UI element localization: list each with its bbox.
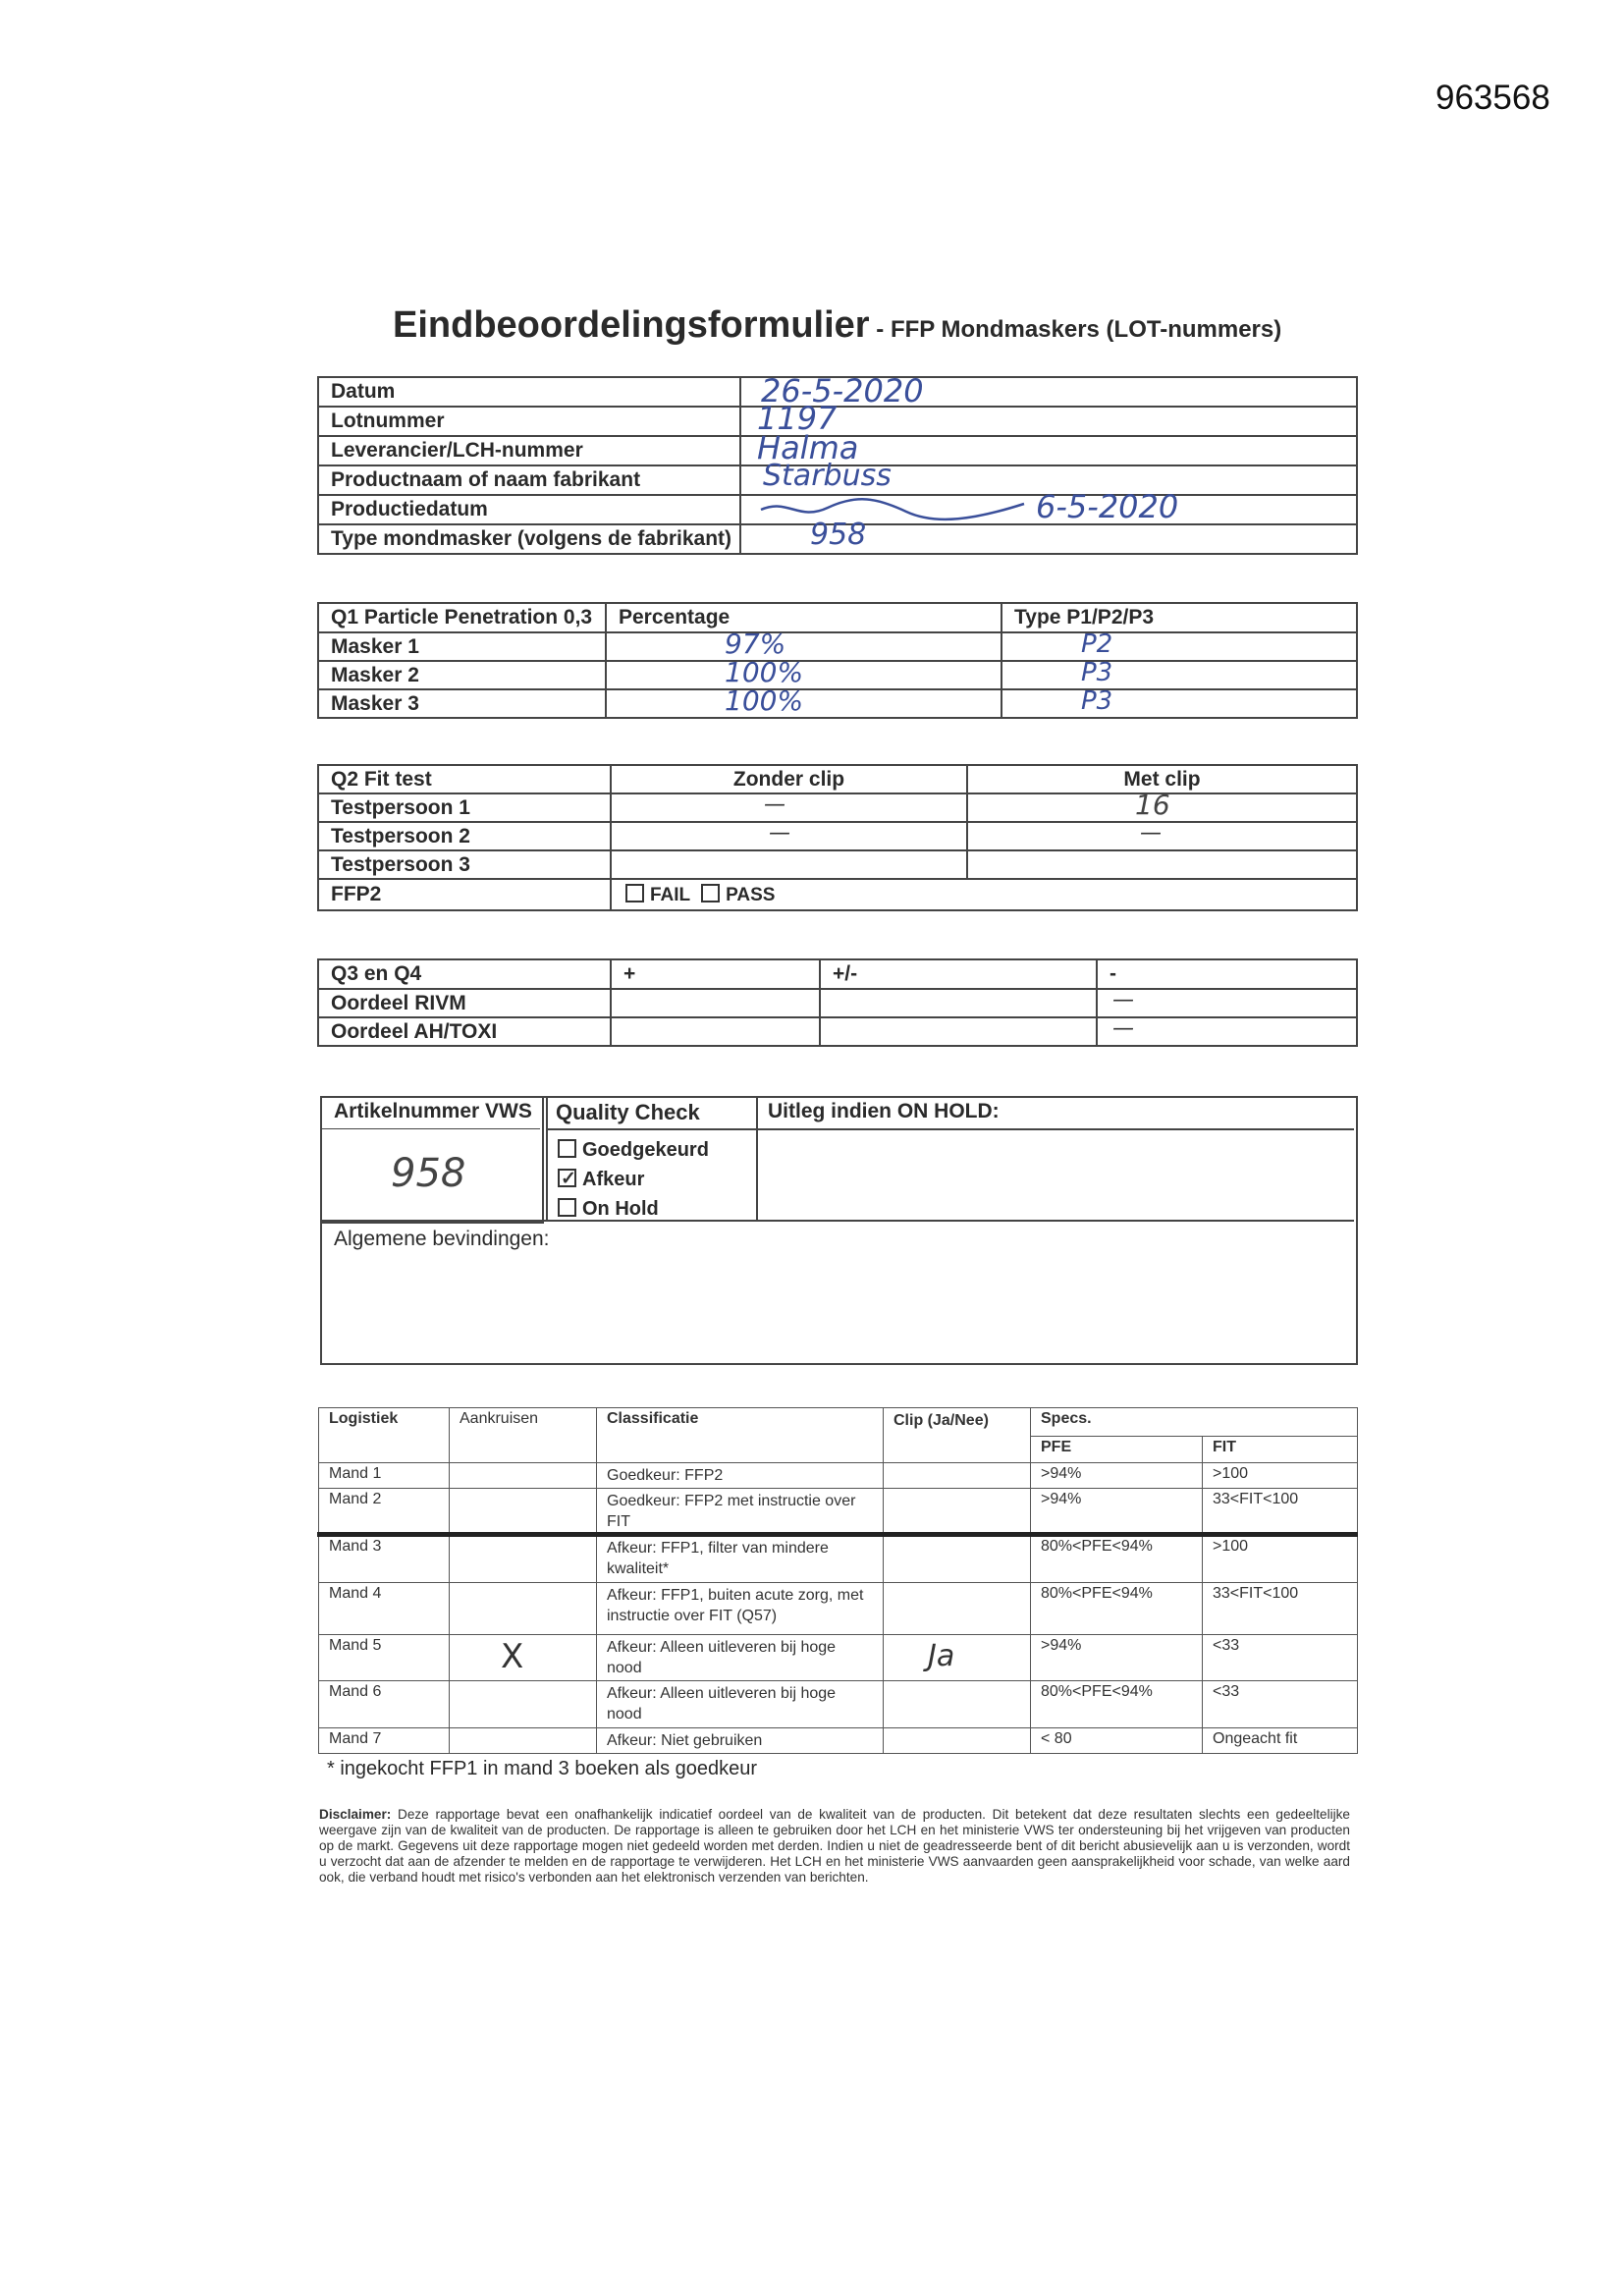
q34-plus-cell[interactable]: [611, 1017, 820, 1046]
q1-row: [318, 661, 1357, 689]
fit-cell: 33<FIT<100: [1203, 1489, 1358, 1536]
q2-met-cell[interactable]: [967, 789, 1357, 822]
qc-header-line: [546, 1128, 1354, 1130]
fail-label: FAIL: [650, 884, 690, 905]
specs-header: Specs.: [1031, 1408, 1358, 1437]
footnote: * ingekocht FFP1 in mand 3 boeken als goedkeur: [327, 1758, 758, 1779]
info-row-type: [318, 524, 1357, 554]
q34-row: [318, 1017, 1357, 1046]
aankruisen-cell[interactable]: [450, 1728, 597, 1754]
logistiek-row: [319, 1681, 1358, 1728]
qc-divider-left: [546, 1096, 548, 1220]
classificatie-cell: Afkeur: Alleen uitleveren bij hoge nood: [597, 1681, 884, 1728]
q2-ffp2-options: [611, 879, 1357, 910]
q34-label: Oordeel AH/TOXI: [318, 1017, 611, 1046]
mand-label: Mand 3: [319, 1536, 450, 1583]
fit-cell: Ongeacht fit: [1203, 1728, 1358, 1754]
q2-row: [318, 793, 1357, 822]
info-label: Type mondmasker (volgens de fabrikant): [318, 524, 740, 554]
q34-minus-cell[interactable]: [1097, 989, 1357, 1017]
info-label: Datum: [318, 377, 740, 407]
q1-percentage-cell[interactable]: [606, 684, 1001, 718]
q1-type-cell[interactable]: [1001, 629, 1357, 661]
q2-table: [317, 764, 1358, 911]
uitleg-field[interactable]: [768, 1131, 1347, 1216]
info-value: 1197: [757, 400, 838, 437]
classificatie-cell: Afkeur: Alleen uitleveren bij hoge nood: [597, 1635, 884, 1681]
goedgekeurd-label: Goedgekeurd: [582, 1139, 709, 1161]
q34-minus-mark: —: [1112, 1016, 1134, 1041]
q2-met-cell[interactable]: [967, 850, 1357, 879]
q2-met: —: [1140, 821, 1162, 846]
logistiek-row: [319, 1536, 1358, 1583]
classificatie-cell: Afkeur: FFP1, filter van mindere kwaliteit*: [597, 1536, 884, 1583]
info-value: 26-5-2020: [761, 372, 924, 410]
info-value: Halma: [757, 429, 859, 466]
q1-percentage: 97%: [725, 628, 786, 660]
q1-type-cell[interactable]: [1001, 686, 1357, 718]
artikel-divider: [320, 1128, 540, 1129]
logistiek-table: [318, 1407, 1358, 1754]
qc-option-afkeur[interactable]: [558, 1165, 709, 1194]
q34-header: +/-: [820, 959, 1097, 989]
fit-header: FIT: [1203, 1437, 1358, 1463]
pfe-cell: 80%<PFE<94%: [1031, 1583, 1203, 1635]
q34-header: +: [611, 959, 820, 989]
q2-ffp2-label: FFP2: [318, 879, 611, 910]
q1-row: [318, 632, 1357, 661]
bevindingen-divider: [320, 1220, 1354, 1222]
q34-minus-cell[interactable]: [1097, 1017, 1357, 1046]
info-label: Productnaam of naam fabrikant: [318, 465, 740, 495]
q2-met: 16: [1135, 789, 1170, 821]
q2-zonder-cell[interactable]: [611, 850, 967, 879]
fit-cell: >100: [1203, 1463, 1358, 1489]
aankruisen-header: Aankruisen: [450, 1408, 597, 1463]
form-title-sub: - FFP Mondmaskers (LOT-nummers): [869, 316, 1282, 343]
aankruisen-cell[interactable]: [450, 1681, 597, 1728]
q2-header: Zonder clip: [611, 765, 967, 793]
logistiek-row: [319, 1489, 1358, 1536]
goedgekeurd-checkbox[interactable]: [558, 1139, 576, 1158]
q1-label: Masker 2: [318, 661, 606, 689]
q1-type-cell[interactable]: [1001, 658, 1357, 689]
q34-header: Q3 en Q4: [318, 959, 611, 989]
q1-percentage-cell[interactable]: [606, 656, 1001, 689]
q2-header: Met clip: [967, 765, 1357, 793]
q1-label: Masker 1: [318, 632, 606, 661]
q34-row: [318, 989, 1357, 1017]
logistiek-row: [319, 1583, 1358, 1635]
logistiek-row: [319, 1463, 1358, 1489]
mand-divider-line: [317, 1532, 1358, 1537]
mand-label: Mand 6: [319, 1681, 450, 1728]
q2-zonder-cell[interactable]: [611, 822, 967, 850]
clip-cell[interactable]: [884, 1583, 1031, 1635]
clip-cell[interactable]: [884, 1536, 1031, 1583]
pfe-cell: 80%<PFE<94%: [1031, 1681, 1203, 1728]
mand-label: Mand 2: [319, 1489, 450, 1536]
q2-row: [318, 822, 1357, 850]
classificatie-header: Classificatie: [597, 1408, 884, 1463]
clip-cell[interactable]: [884, 1635, 1031, 1681]
info-value: Starbuss: [763, 459, 892, 493]
q34-table: [317, 958, 1358, 1047]
qc-option-goedgekeurd[interactable]: [558, 1135, 709, 1165]
classificatie-cell: Goedkeur: FFP2 met instructie over FIT: [597, 1489, 884, 1536]
q1-header-row: [318, 603, 1357, 632]
info-label: Lotnummer: [318, 407, 740, 436]
q1-label: Masker 3: [318, 689, 606, 718]
q2-row: [318, 850, 1357, 879]
clip-cell[interactable]: [884, 1489, 1031, 1536]
logistiek-row: [319, 1728, 1358, 1754]
clip-cell[interactable]: [884, 1463, 1031, 1489]
info-table: [317, 372, 1358, 555]
artikel-header: Artikelnummer VWS: [334, 1100, 532, 1122]
classificatie-cell: Afkeur: FFP1, buiten acute zorg, met instructie over FIT (Q57): [597, 1583, 884, 1635]
logistiek-header: Logistiek: [319, 1408, 450, 1463]
q1-percentage-cell[interactable]: [606, 628, 1001, 661]
aankruisen-cell[interactable]: [450, 1635, 597, 1681]
q1-header: Type P1/P2/P3: [1001, 603, 1357, 632]
info-value: 958: [810, 518, 867, 552]
aankruisen-cell[interactable]: [450, 1489, 597, 1536]
q2-label: Testpersoon 2: [318, 822, 611, 850]
qc-options: [558, 1135, 709, 1224]
uitleg-divider: [756, 1096, 758, 1220]
aankruisen-mark: X: [501, 1637, 524, 1676]
classificatie-cell: Afkeur: Niet gebruiken: [597, 1728, 884, 1754]
info-label: Productiedatum: [318, 495, 740, 524]
qc-header: Quality Check: [556, 1100, 700, 1124]
q1-header: Percentage: [606, 603, 1001, 632]
info-row-productnaam: [318, 465, 1357, 495]
q1-row: [318, 689, 1357, 718]
mand-label: Mand 1: [319, 1463, 450, 1489]
pfe-cell: >94%: [1031, 1489, 1203, 1536]
info-label: Leverancier/LCH-nummer: [318, 436, 740, 465]
classificatie-cell: Goedkeur: FFP2: [597, 1463, 884, 1489]
q2-zonder-cell[interactable]: [611, 793, 967, 822]
pfe-cell: >94%: [1031, 1635, 1203, 1681]
q34-header: -: [1097, 959, 1357, 989]
fit-cell: 33<FIT<100: [1203, 1583, 1358, 1635]
scribble-strikeout: [759, 496, 1034, 523]
afkeur-checkbox[interactable]: [558, 1169, 576, 1187]
q2-header: Q2 Fit test: [318, 765, 611, 793]
q2-label: Testpersoon 3: [318, 850, 611, 879]
pfe-cell: 80%<PFE<94%: [1031, 1536, 1203, 1583]
q34-plusminus-cell[interactable]: [820, 1017, 1097, 1046]
q34-plus-cell[interactable]: [611, 989, 820, 1017]
q2-label: Testpersoon 1: [318, 793, 611, 822]
artikel-value[interactable]: 958: [391, 1151, 466, 1196]
bevindingen-label: Algemene bevindingen:: [334, 1228, 550, 1250]
pfe-header: PFE: [1031, 1437, 1203, 1463]
q1-type: P3: [1081, 658, 1113, 687]
afkeur-label: Afkeur: [582, 1169, 645, 1190]
q34-header-row: [318, 959, 1357, 989]
pass-checkbox[interactable]: [701, 884, 720, 902]
document-number: 963568: [1435, 79, 1550, 117]
form-title: [393, 304, 1281, 347]
q1-percentage: 100%: [725, 684, 804, 717]
q1-header: Q1 Particle Penetration 0,3: [318, 603, 606, 632]
q2-zonder: —: [764, 793, 785, 817]
onhold-label: On Hold: [582, 1198, 659, 1220]
info-row-datum: [318, 377, 1357, 407]
bevindingen-field[interactable]: [334, 1257, 1345, 1355]
logistiek-header-row: [319, 1408, 1358, 1437]
clip-value: Ja: [928, 1639, 955, 1673]
q34-plusminus-cell[interactable]: [820, 989, 1097, 1017]
q1-percentage: 100%: [725, 656, 804, 688]
aankruisen-cell[interactable]: [450, 1463, 597, 1489]
onhold-checkbox[interactable]: [558, 1198, 576, 1217]
q1-table: [317, 602, 1358, 719]
q34-label: Oordeel RIVM: [318, 989, 611, 1017]
fit-cell: <33: [1203, 1681, 1358, 1728]
uitleg-header: Uitleg indien ON HOLD:: [768, 1100, 1000, 1122]
mand-label: Mand 7: [319, 1728, 450, 1754]
disclaimer-text: Deze rapportage bevat een onafhankelijk indicatief oordeel van de kwaliteit van de producten. Dit betekent dat deze resultaten slechts een gedeeltelijke weergave zijn van de kwaliteit van de producten. De rapportage is alleen te gebruiken door het LCH en het ministerie VWS ter ondersteuning bij het vrijgeven van producten op de markt. Gegevens uit deze rapportage mogen niet gedeeld worden met derden. Indien u niet de geadresseerde bent of dit bericht abusievelijk aan u is verzonden, wordt u verzocht dat aan de afzender te melden en de rapportage te verwijderen. Het LCH en het ministerie VWS aanvaarden geen aansprakelijkheid voor schade, van welke aard ook, die verband houdt met risico's verbonden aan het elektronisch verzenden van berichten.: [319, 1807, 1350, 1885]
form-title-main: Eindbeoordelingsformulier: [393, 304, 870, 346]
q1-type: P2: [1081, 629, 1113, 659]
mand-label: Mand 5: [319, 1635, 450, 1681]
clip-header: Clip (Ja/Nee): [884, 1408, 1031, 1463]
disclaimer: [319, 1807, 1350, 1886]
fail-checkbox[interactable]: [625, 884, 644, 902]
disclaimer-label: Disclaimer:: [319, 1807, 392, 1822]
aankruisen-cell[interactable]: [450, 1536, 597, 1583]
pfe-cell: < 80: [1031, 1728, 1203, 1754]
q2-met-cell[interactable]: [967, 822, 1357, 850]
logistiek-row: [319, 1635, 1358, 1681]
q2-zonder: —: [769, 821, 790, 846]
mand-label: Mand 4: [319, 1583, 450, 1635]
q34-minus-mark: —: [1112, 988, 1134, 1012]
fit-cell: <33: [1203, 1635, 1358, 1681]
q2-header-row: [318, 765, 1357, 793]
aankruisen-cell[interactable]: [450, 1583, 597, 1635]
pfe-cell: >94%: [1031, 1463, 1203, 1489]
info-value-cell[interactable]: [740, 518, 1357, 554]
pass-label: PASS: [726, 884, 776, 905]
fit-cell: >100: [1203, 1536, 1358, 1583]
info-value: 6-5-2020: [1036, 488, 1179, 525]
clip-cell[interactable]: [884, 1681, 1031, 1728]
clip-cell[interactable]: [884, 1728, 1031, 1754]
q1-type: P3: [1081, 686, 1113, 716]
q2-ffp2-row: [318, 879, 1357, 910]
